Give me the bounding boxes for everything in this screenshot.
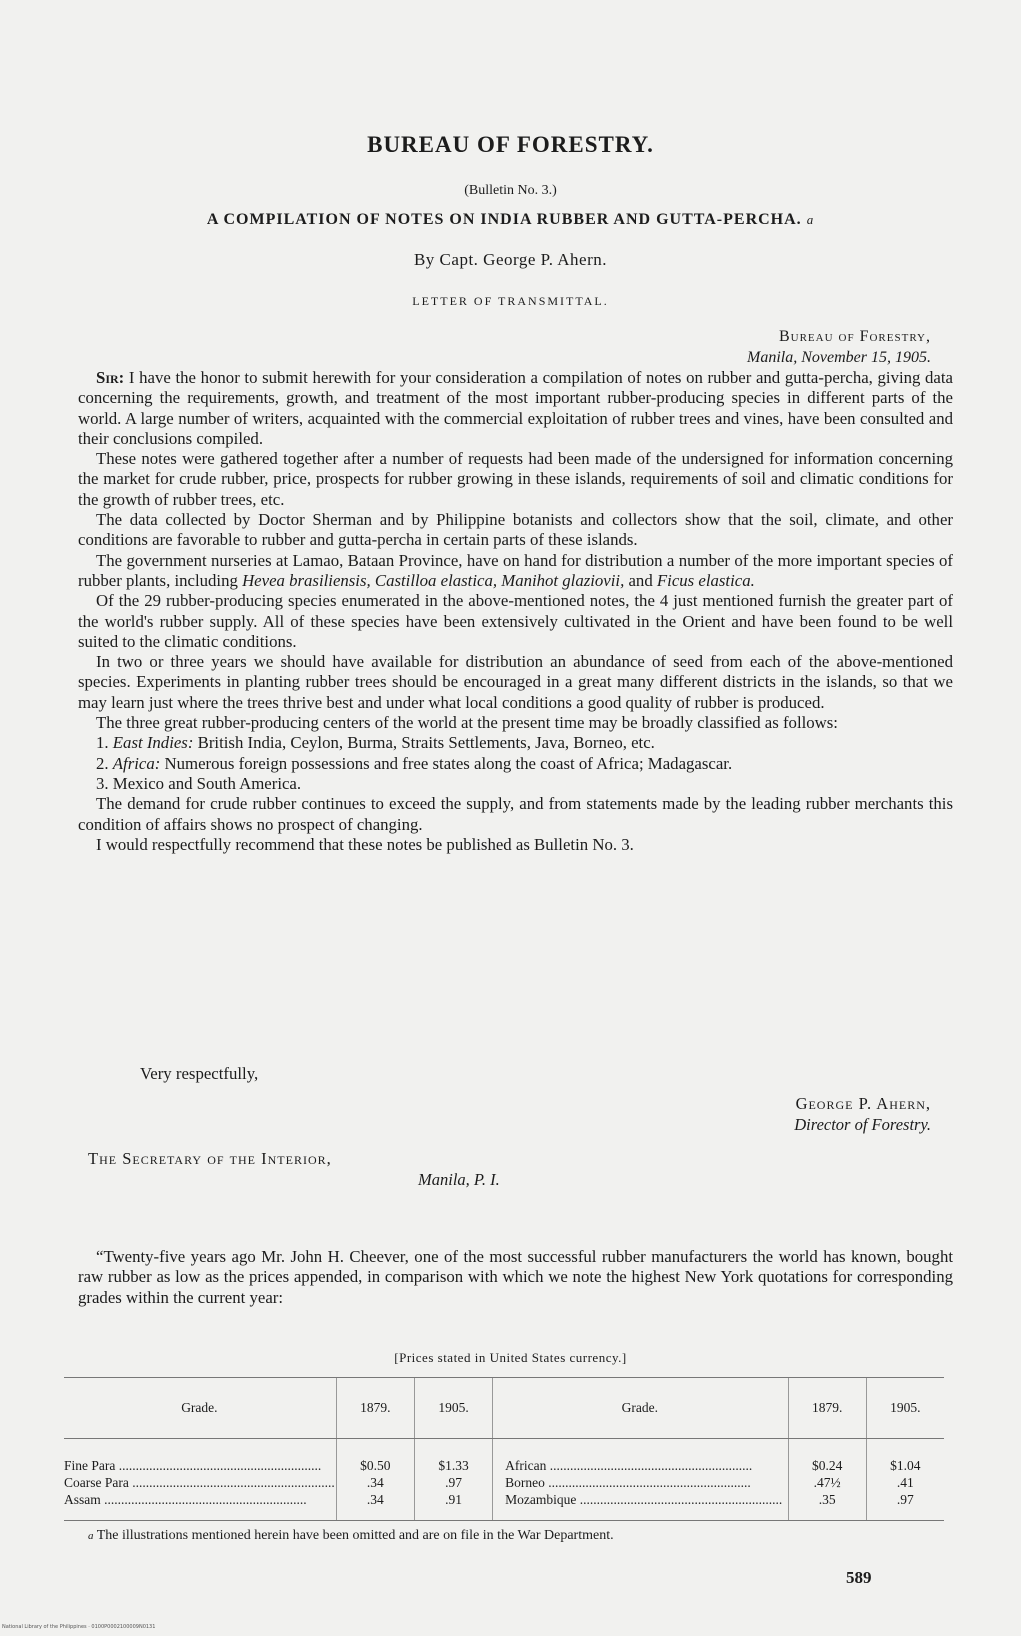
list-number: 3.: [96, 773, 109, 793]
list-item-1: [78, 733, 953, 753]
header-1879: 1879.: [336, 1378, 414, 1439]
footnote-text: The illustrations mentioned herein have been omitted and are on file in the War Department.: [96, 1528, 614, 1543]
library-stamp: National Library of the Philippines · 0100P0002100009N0131: [2, 1624, 156, 1630]
cheever-quote: “Twenty-five years ago Mr. John H. Cheever, one of the most successful rubber manufacturers the world has known, bought raw rubber as low as the prices appended, in comparison with which we note the highest New York quotations for corresponding grades within the current year:: [78, 1247, 953, 1307]
grade-column-right: [493, 1439, 788, 1521]
price-1879-column-right: [788, 1439, 866, 1521]
list-number: 1.: [96, 733, 109, 753]
paragraph-1-text: I have the honor to submit herewith for your consideration a compilation of notes on rubber and gutta-percha, giving data concerning the requirements, growth, and treatment of the most important rubber-producing species in different parts of the world. A large number of writers, acquainted with the commercial exploitation of rubber trees and vines, have been consulted and their conclusions compiled.: [78, 368, 953, 448]
price-cell: .97: [445, 1475, 462, 1490]
bulletin-number: (Bulletin No. 3.): [464, 183, 557, 198]
header-1879: 1879.: [788, 1378, 866, 1439]
salutation: Sir:: [96, 368, 125, 387]
signature-title: Director of Forestry.: [794, 1115, 931, 1134]
header-grade: Grade.: [64, 1378, 336, 1439]
price-cell: .47½: [813, 1475, 841, 1490]
paragraph-3: The data collected by Doctor Sherman and by Philippine botanists and collectors show that the soil, climate, and other conditions are favorable to rubber and gutta-percha in certain parts of these islands.: [78, 510, 953, 550]
species-list-2: Ficus elastica.: [656, 570, 755, 590]
author-line: By Capt. George P. Ahern.: [413, 250, 608, 269]
paragraph-8: The demand for crude rubber continues to exceed the supply, and from statements made by the leading rubber merchants this condition of affairs shows no prospect of changing.: [78, 794, 953, 834]
list-region: East Indies:: [112, 733, 194, 753]
list-item-3: [78, 774, 953, 794]
addressee-place: Manila, P. I.: [418, 1170, 500, 1189]
price-1879-column-left: [336, 1439, 414, 1521]
price-1905-column-right: [866, 1439, 944, 1521]
compilation-title: [0, 211, 1021, 229]
paragraph-4-text: The government nurseries at Lamao, Bataan Province, have on hand for distribution a number of the more important species of rubber plants, including: [78, 550, 953, 590]
list-text: Numerous foreign possessions and free states along the coast of Africa; Madagascar.: [164, 753, 733, 773]
header-grade: Grade.: [493, 1378, 788, 1439]
header-1905: 1905.: [866, 1378, 944, 1439]
paragraph-6: In two or three years we should have available for distribution an abundance of seed from each of the above-mentioned species. Experiments in planting rubber trees should be encouraged in a great many different districts in the islands, so that we may learn just where the trees thrive best and under what local conditions a good quality of rubber is produced.: [78, 652, 953, 712]
page-number: 589: [846, 1568, 872, 1587]
price-cell: .34: [366, 1475, 384, 1490]
price-cell: .91: [445, 1492, 462, 1507]
paragraph-4-and: and: [628, 570, 653, 590]
list-text: Mexico and South America.: [112, 773, 302, 793]
table-row: [64, 1439, 944, 1521]
price-cell: $0.24: [811, 1458, 843, 1473]
letter-date: Manila, November 15, 1905.: [747, 349, 931, 366]
header-1905: 1905.: [414, 1378, 492, 1439]
list-item-2: [78, 754, 953, 774]
grade-cell: Assam ............................................................: [64, 1492, 307, 1507]
paragraph-7: The three great rubber-producing centers of the world at the present time may be broadly classified as follows:: [96, 713, 838, 733]
addressee-block: [88, 1148, 500, 1190]
price-cell: .97: [896, 1492, 914, 1507]
list-text: British India, Ceylon, Burma, Straits Settlements, Java, Borneo, etc.: [197, 733, 655, 753]
footnote-marker: a: [806, 212, 815, 227]
price-table-header: [64, 1378, 944, 1439]
grade-cell: Borneo ............................................................: [505, 1475, 751, 1490]
paragraph-1: [78, 368, 953, 449]
signature-name: George P. Ahern,: [795, 1094, 931, 1113]
footnote-mark: a: [88, 1530, 94, 1542]
grade-cell: Fine Para ............................................................: [64, 1458, 322, 1473]
price-cell: .35: [818, 1492, 836, 1507]
paragraph-2: These notes were gathered together after a number of requests had been made of the undersigned for information concerning the market for crude rubber, price, prospects for rubber growing in these islands, requirements of soil and climatic conditions for the growth of rubber trees, etc.: [78, 449, 953, 509]
transmittal-heading: LETTER OF TRANSMITTAL.: [412, 294, 609, 308]
letter-dateline: [747, 326, 931, 368]
grade-cell: Coarse Para ............................................................: [64, 1475, 335, 1490]
price-1905-column-left: [414, 1439, 492, 1521]
price-cell: $1.33: [438, 1458, 469, 1473]
footnote: [88, 1528, 614, 1544]
paragraph-4: [78, 551, 953, 592]
paragraph-5: Of the 29 rubber-producing species enumerated in the above-mentioned notes, the 4 just mentioned furnish the greater part of the world's rubber supply. All of these species have been extensively cultivated in the Orient and have been found to be well suited to the climatic conditions.: [78, 591, 953, 651]
prices-note: [Prices stated in United States currency.]: [394, 1350, 627, 1365]
price-cell: $0.50: [360, 1458, 391, 1473]
page-title: BUREAU OF FORESTRY.: [367, 132, 654, 157]
letter-body: [78, 368, 953, 855]
signature-block: [794, 1093, 931, 1135]
addressee: The Secretary of the Interior,: [88, 1149, 332, 1168]
list-region: Africa:: [112, 753, 161, 773]
price-cell: $1.04: [890, 1458, 921, 1473]
paragraph-9: I would respectfully recommend that these notes be published as Bulletin No. 3.: [96, 834, 634, 854]
grade-cell: African ............................................................: [505, 1458, 753, 1473]
grade-cell: Mozambique ............................................................: [505, 1492, 783, 1507]
office-name: Bureau of Forestry,: [778, 328, 931, 345]
price-cell: .34: [366, 1492, 384, 1507]
compilation-title-text: A COMPILATION OF NOTES ON INDIA RUBBER AND GUTTA-PERCHA.: [206, 211, 802, 228]
grade-column-left: [64, 1439, 336, 1521]
species-list-1: Hevea brasiliensis, Castilloa elastica, Manihot glaziovii,: [242, 570, 625, 590]
price-table: [64, 1377, 944, 1521]
valediction: Very respectfully,: [140, 1064, 259, 1083]
list-number: 2.: [96, 753, 109, 773]
price-cell: .41: [896, 1475, 914, 1490]
